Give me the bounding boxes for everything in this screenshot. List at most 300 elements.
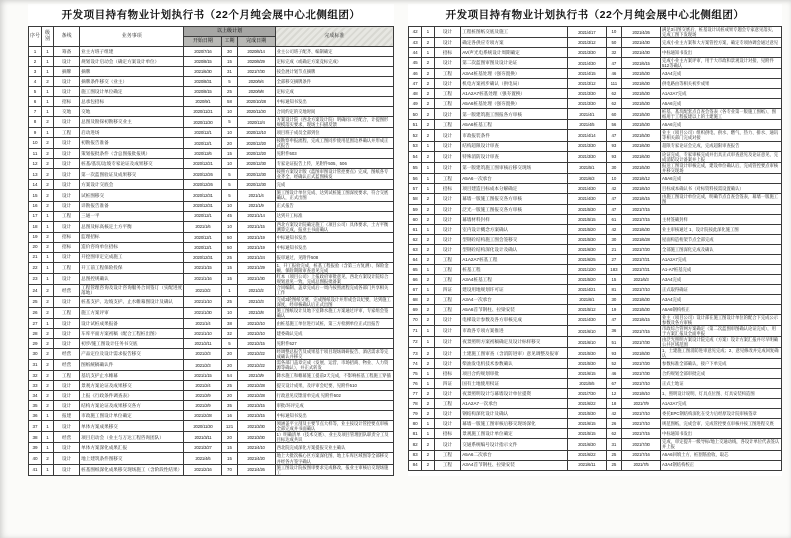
cell-duration: 42	[606, 224, 621, 234]
cell-level: 2	[422, 234, 434, 244]
cell-no: 3	[29, 67, 42, 77]
cell-no: 12	[29, 159, 42, 169]
cell-start-date: 2021/6/30	[567, 244, 606, 254]
cell-line: 设计	[54, 252, 80, 262]
cell-task: 桩基图纸深化成果移交现场施工（含阶段性结果）	[80, 464, 184, 475]
cell-start-date: 2020/12/1	[184, 232, 222, 242]
cell-start-date: 2021/5/12	[567, 304, 606, 314]
cell-end-date: 2021/5/30	[622, 109, 661, 120]
cell-end-date: 2021/3/30	[237, 421, 275, 432]
cell-no: 19	[29, 232, 42, 242]
cell-end-date: 2021/2/10	[237, 328, 275, 338]
cell-standard: 业主（项目公司）设计部在施工图设计单位的配合下完成公示参数及各方审核	[661, 314, 782, 325]
cell-no: 22	[29, 262, 42, 273]
cell-line: 设计	[434, 314, 461, 325]
cell-duration: 12	[606, 389, 621, 399]
cell-line: 招标	[54, 242, 80, 252]
cell-task: 规划设计启动会（确定方案设计单位）	[80, 57, 184, 67]
cell-start-date: 2021/6/11	[567, 460, 606, 470]
cell-level: 2	[42, 149, 54, 159]
cell-duration: 32	[222, 328, 237, 338]
cell-no: 81	[409, 429, 422, 439]
cell-standard: A5A6回填土方、桩割筋验收、取芯	[661, 450, 782, 460]
cell-duration: 10	[222, 128, 237, 138]
cell-end-date: 2021/6/30	[622, 141, 661, 151]
cell-no: 62	[409, 234, 422, 244]
cell-end-date: 2021/7/15	[622, 429, 661, 439]
cell-standard: 西北院完成深化方案提报交业主确认	[275, 443, 393, 453]
cell-start-date: 2021/2/3	[184, 360, 222, 371]
cell-line: 设计	[434, 244, 461, 254]
cell-duration: 30	[606, 234, 621, 244]
cell-level: 1	[422, 429, 434, 439]
cell-standard: 报审通过，见附件508	[275, 252, 393, 262]
cell-end-date: 2021/6/15	[622, 58, 661, 69]
cell-level: 2	[42, 284, 54, 296]
cell-standard: 业主公司班子配齐、编制确定	[275, 47, 393, 57]
table-row	[29, 128, 394, 138]
cell-line: 工程	[434, 274, 461, 284]
table-row	[409, 109, 782, 120]
plan-table-left	[28, 26, 394, 476]
cell-start-date: 2021/4/30	[567, 314, 606, 325]
cell-no: 13	[29, 169, 42, 180]
cell-start-date: 2021/5/15	[567, 214, 606, 224]
cell-start-date: 2021/4/6	[184, 453, 222, 464]
cell-task: 桩基/基坑/边坡专家论证及成果移交	[80, 159, 184, 169]
cell-start-date: 2021/1/10	[184, 296, 222, 307]
cell-no: 21	[29, 252, 42, 262]
table-row	[409, 369, 782, 379]
cell-task: 型钢砼结构施工图会签移交	[461, 234, 568, 244]
table-row	[29, 464, 394, 475]
table-row	[29, 328, 394, 338]
table-body-left	[29, 47, 394, 476]
cell-start-date: 2021/2/3	[184, 348, 222, 359]
cell-duration: 16	[222, 411, 237, 421]
cell-start-date: 2020/12/26	[184, 169, 222, 180]
cell-duration: 31	[222, 67, 237, 77]
table-row	[29, 307, 394, 318]
cell-duration: 47	[606, 130, 621, 141]
cell-level: 1	[42, 221, 54, 232]
cell-task: 单体方案深化成果汇报	[80, 443, 184, 453]
cell-task: 产品定位及设计需求报告移交	[80, 348, 184, 359]
cell-level: 2	[422, 38, 434, 48]
cell-level: 2	[42, 180, 54, 190]
cell-end-date: 2020/8/29	[237, 57, 275, 67]
cell-no: 23	[29, 273, 42, 284]
cell-task: 国有土地使用权证	[461, 379, 568, 389]
cell-no: 10	[29, 138, 42, 149]
cell-duration: 45	[222, 211, 237, 221]
cell-end-date: 2021/7/10	[622, 284, 661, 294]
cell-start-date: 2020/12/31	[184, 190, 222, 201]
cell-duration: 36	[606, 326, 621, 337]
cell-no: 31	[29, 360, 42, 371]
cell-end-date: 2021/7/30	[622, 369, 661, 379]
col-header-duration: 工期	[222, 37, 237, 47]
cell-task: 型钢砼结构深化设计及确认	[461, 244, 568, 254]
cell-level: 2	[422, 214, 434, 224]
cell-duration: 10	[606, 27, 621, 38]
cell-level: 1	[42, 47, 54, 57]
cell-task: A5A6首节钢柱、拉梁安装	[461, 304, 568, 314]
cell-line: 工程	[434, 399, 461, 409]
cell-task: 结构方案论证及成果移交各方	[80, 401, 184, 411]
cell-level: 1	[42, 67, 54, 77]
cell-standard: 中标通知书发出	[275, 232, 393, 242]
cell-duration: 19	[606, 304, 621, 314]
cell-level: 1	[42, 464, 54, 475]
cell-line: 工程	[54, 262, 80, 273]
cell-end-date: 2021/1/9	[237, 201, 275, 211]
cell-line: 设计	[54, 464, 80, 475]
cell-start-date: 2021/4/30	[567, 193, 606, 204]
cell-line: 设计	[54, 87, 80, 97]
cell-standard: 正式土地证	[661, 379, 782, 389]
page-title: 开发项目持有物业计划执行书（22个月纯会展中心北侧组团）	[61, 9, 361, 21]
cell-level: 1	[42, 87, 54, 97]
cell-task: 景观方案论证及成果移交	[80, 381, 184, 391]
cell-end-date: 2020/9/8	[237, 87, 275, 97]
cell-start-date: 2021/4/30	[567, 183, 606, 193]
cell-task: 摘牌	[80, 67, 184, 77]
cell-level: 1	[42, 262, 54, 273]
cell-level: 2	[42, 159, 54, 169]
cell-no: 67	[409, 284, 422, 294]
cell-end-date: 2021/6/30	[622, 294, 661, 304]
cell-standard: 业主（项目公司）组织供电、供水、燃气、热力、排水、通讯等相关部门完成对接	[661, 130, 782, 141]
cell-standard: 定标完成	[275, 87, 393, 97]
cell-start-date: 2021/1/4	[184, 318, 222, 328]
cell-no: 17	[29, 211, 42, 221]
cell-level: 2	[422, 151, 434, 162]
cell-level: 1	[42, 128, 54, 138]
cell-line: 经营	[54, 432, 80, 443]
cell-duration: 93	[606, 151, 621, 162]
cell-duration: 10	[606, 173, 621, 183]
cell-standard: 方案设计院（西北方案设计院）明确同口径配合，计提图形规模落实要求，现场土扫描反馈	[275, 117, 393, 128]
cell-start-date: 2021/6/3	[567, 173, 606, 183]
cell-line: 设计	[54, 201, 80, 211]
cell-no: 14	[29, 180, 42, 190]
cell-line: 工程	[434, 450, 461, 460]
cell-no: 68	[409, 294, 422, 304]
table-row	[29, 432, 394, 443]
cell-end-date: 2021/1/15	[237, 221, 275, 232]
cell-no: 5	[29, 87, 42, 97]
cell-start-date: 2021/5/30	[567, 204, 606, 214]
cell-level: 1	[422, 183, 434, 193]
table-row	[409, 234, 782, 244]
cell-end-date: 2020/12/30	[237, 180, 275, 190]
cell-standard: 由施工图设计单位完成，明确节点自查会签表，幕墙一版施工图	[661, 193, 782, 204]
table-row	[29, 411, 394, 421]
table-row	[29, 67, 394, 77]
cell-task: 市政施工图设计单位确定	[80, 411, 184, 421]
cell-duration: 67	[606, 379, 621, 389]
cell-no: 51	[409, 120, 422, 130]
cell-start-date: 2021/5/30	[567, 234, 606, 244]
cell-line: 工程	[434, 120, 461, 130]
table-row	[409, 79, 782, 89]
cell-task: 方案设计交底会	[80, 180, 184, 190]
cell-line: 工程	[434, 254, 461, 264]
cell-start-date: 2021/4/17	[567, 27, 606, 38]
cell-duration: 25	[606, 450, 621, 460]
cell-standard: 完成3轮图纸交底，完成图纸设计并形成会议纪要，达到施工深度，经审核确认后正式出图	[275, 296, 393, 307]
cell-no: 27	[29, 318, 42, 328]
cell-start-date: 2021/3/30	[567, 141, 606, 151]
cell-task: AV/声光电系统设计周期确定	[461, 48, 568, 58]
cell-standard: 完成，审定提升一级导标/地上交通动线，各设计单位代表签认并上报	[661, 439, 782, 450]
table-row	[409, 48, 782, 58]
cell-line: 设计	[54, 421, 80, 432]
cell-level: 2	[422, 130, 434, 141]
cell-standard: 供电路由等相关初步成果	[661, 79, 782, 89]
cell-level: 2	[42, 190, 54, 201]
cell-task: 第二次蓝图审图及设计论证	[461, 58, 568, 69]
cell-start-date: 2020/12/1	[184, 128, 222, 138]
cell-level: 1	[422, 369, 434, 379]
cell-start-date: 2021/5/30	[567, 348, 606, 359]
cell-level: 1	[422, 173, 434, 183]
cell-no: 1	[29, 47, 42, 57]
cell-line: 设计	[54, 273, 80, 284]
cell-start-date: 2020/12/31	[184, 201, 222, 211]
table-row	[409, 326, 782, 337]
cell-duration: 20	[222, 391, 237, 401]
cell-task: 总图及勘探初勘移交业主	[80, 117, 184, 128]
cell-level: 1	[42, 318, 54, 328]
cell-standard: 施工图设计院按图审要求完成修改，报业主审核后交现场施工	[275, 464, 393, 475]
cell-standard: 目标成本确认书（对标资料按需设置确认）	[661, 183, 782, 193]
cell-start-date: 2021/3/30	[567, 151, 606, 162]
table-row	[29, 201, 394, 211]
cell-standard: 市政综合管网方案确定（第二次蓝图审图确认论证完成），用于方案汇报及全面申报	[661, 326, 782, 337]
cell-end-date: 2021/5/30	[622, 130, 661, 141]
cell-standard: 完成	[275, 180, 393, 190]
cell-start-date: 2020/12/21	[184, 159, 222, 169]
cell-standard: 达到开工标准	[275, 211, 393, 221]
cell-line: 设计	[434, 58, 461, 69]
cell-level: 1	[42, 432, 54, 443]
cell-line: 工程	[434, 69, 461, 79]
cell-task: 室内设计概念方案确认	[461, 224, 568, 234]
page-right	[408, 4, 782, 476]
cell-end-date: 2021/1/30	[237, 273, 275, 284]
table-row	[409, 359, 782, 369]
cell-task: A1A2A7一次承台	[461, 399, 568, 409]
cell-level: 2	[422, 314, 434, 325]
cell-no: 47	[409, 79, 422, 89]
cell-standard: 1）明确清单（技术交底）、业主及项目管理团队职责分工及目标达成共识	[275, 432, 393, 443]
cell-no: 73	[409, 348, 422, 359]
cell-duration: 52	[606, 359, 621, 369]
cell-standard: 提交设计成果，及评审会纪要，见附件510	[275, 381, 393, 391]
cell-end-date: 2021/6/12	[622, 173, 661, 183]
cell-task: 市政报装条件	[461, 130, 568, 141]
cell-task: A3A4首节钢柱、拉梁安装	[461, 460, 568, 470]
table-row	[29, 443, 394, 453]
cell-end-date: 2021/6/28	[622, 234, 661, 244]
cell-level: 2	[422, 274, 434, 284]
cell-standard: 地上大批次核心区方案深化图、地上车库区域图等全部移交并经各方签字确认	[275, 453, 393, 464]
cell-end-date: 2021/4/10	[237, 443, 275, 453]
cell-task: 第一版建筑施工图审核后移交现场	[461, 162, 568, 173]
table-row	[409, 460, 782, 470]
cell-start-date: 2021/1/10	[184, 328, 222, 338]
cell-line: 报建	[54, 411, 80, 421]
cell-end-date: 2021/7/30	[622, 337, 661, 348]
cell-duration: 30	[606, 162, 621, 173]
cell-line: 设计	[434, 224, 461, 234]
table-row	[409, 151, 782, 162]
cell-no: 69	[409, 304, 422, 314]
cell-no: 79	[409, 409, 422, 419]
cell-start-date: 2021/4/1	[567, 109, 606, 120]
cell-line: 设计	[54, 149, 80, 159]
cell-no: 66	[409, 274, 422, 284]
cell-no: 76	[409, 379, 422, 389]
cell-standard: 需各部门盖章完成（发展、运营、市场招商、物业、人力资源等确认），并正式转发	[275, 360, 393, 371]
cell-duration: 42	[606, 409, 621, 419]
cell-line: 招标	[434, 48, 461, 58]
cell-end-date: 2021/5/30	[622, 89, 661, 99]
table-row	[409, 439, 782, 450]
cell-duration: 31	[606, 439, 621, 450]
cell-no: 6	[29, 97, 42, 107]
cell-standard: 见附件503	[275, 149, 393, 159]
cell-level: 1	[42, 421, 54, 432]
cell-level: 2	[42, 77, 54, 87]
cell-duration: 20	[222, 432, 237, 443]
table-row	[409, 183, 782, 193]
table-row	[409, 89, 782, 99]
table-row	[29, 360, 394, 371]
cell-level: 1	[422, 141, 434, 151]
table-row	[29, 381, 394, 391]
cell-task: A5A6二次承台	[461, 450, 568, 460]
cell-line: 设计	[434, 439, 461, 450]
cell-end-date: 2021/4/26	[237, 464, 275, 475]
cell-end-date: 2021/6/30	[622, 79, 661, 89]
cell-standard: 专家论证报告上传，见附件505、506	[275, 159, 393, 169]
cell-no: 2	[29, 57, 42, 67]
cell-end-date: 2021/5/30	[622, 304, 661, 314]
cell-end-date: 2021/1/19	[237, 232, 275, 242]
cell-end-date: 2021/5/30	[622, 162, 661, 173]
table-row	[29, 57, 394, 67]
cell-no: 58	[409, 193, 422, 204]
cell-duration: 10	[222, 159, 237, 169]
cell-task: 柴油发电机技术参数确认	[461, 359, 568, 369]
cell-end-date: 2021/2/2	[237, 284, 275, 296]
cell-start-date: 2020/8/15	[184, 87, 222, 97]
cell-line: 设计	[434, 337, 461, 348]
cell-line: 设计	[54, 221, 80, 232]
cell-start-date: 2021/3/30	[567, 89, 606, 99]
cell-line: 设计	[434, 326, 461, 337]
cell-duration: 15	[606, 274, 621, 284]
cell-standard: 1、照明设计说明、灯具点位图、灯具安装构造图	[661, 389, 782, 399]
cell-level: 1	[422, 48, 434, 58]
cell-duration: 56	[606, 120, 621, 130]
cell-start-date: 2021/2/9	[184, 391, 222, 401]
cell-duration: 54	[222, 371, 237, 381]
table-row	[409, 284, 782, 294]
cell-no: 29	[29, 338, 42, 348]
cell-task: 夜景照明设计与幕墙设计单位提资	[461, 389, 568, 399]
cell-level: 2	[42, 307, 54, 318]
table-row	[29, 401, 394, 411]
cell-level: 2	[42, 117, 54, 128]
cell-start-date: 2021/5/30	[567, 409, 606, 419]
cell-line: 设计	[54, 190, 80, 201]
cell-level: 2	[42, 328, 54, 338]
cell-standard: 规范图纸，完成会审，完成管控要点审核并按工图进程交底	[661, 419, 782, 429]
cell-duration: 60	[606, 109, 621, 120]
cell-duration: 5	[222, 117, 237, 128]
cell-duration: 10	[222, 201, 237, 211]
cell-start-date: 2021/5/15	[567, 429, 606, 439]
table-row	[409, 38, 782, 48]
cell-duration: 183	[606, 264, 621, 274]
cell-no: 39	[29, 443, 42, 453]
cell-task: 开挖图审定完成施工	[80, 252, 184, 262]
table-row	[409, 379, 782, 389]
cell-end-date: 2021/1/4	[237, 190, 275, 201]
cell-no: 32	[29, 371, 42, 381]
table-row	[29, 284, 394, 296]
cell-no: 60	[409, 214, 422, 224]
cell-task: 景观施工图设计单位确定	[461, 429, 568, 439]
cell-level: 1	[422, 419, 434, 429]
cell-no: 20	[29, 242, 42, 252]
cell-task: 幕墙一版施工图报交各方审核	[461, 193, 568, 204]
cell-line: 工程	[434, 173, 461, 183]
col-header-task: 业务事项	[80, 27, 184, 47]
cell-standard: 审批/环评完成	[275, 401, 393, 411]
cell-standard: 按会展计划节点摘牌	[275, 67, 393, 77]
cell-standard: 降水施工和帷幕施工提前2天完成，不影响桩基工程施工穿插	[275, 371, 393, 381]
cell-line: 工程	[54, 211, 80, 221]
table-row	[409, 348, 782, 359]
cell-task: 建设用地规划许可证	[461, 284, 568, 294]
table-row	[29, 262, 394, 273]
cell-no: 48	[409, 89, 422, 99]
cell-end-date: 2021/7/15	[622, 214, 661, 224]
cell-standard: 合同约定的交地时间	[275, 107, 393, 117]
cell-standard: 屋面构造桁架节点全部完成	[661, 234, 782, 244]
cell-level: 2	[42, 242, 54, 252]
cell-no: 35	[29, 401, 42, 411]
cell-no: 36	[29, 411, 42, 421]
cell-level: 1	[42, 252, 54, 262]
cell-end-date: 2021/7/16	[622, 450, 661, 460]
cell-standard: 合约规划全部审批完成	[661, 369, 782, 379]
cell-end-date: 2021/2/22	[237, 348, 275, 359]
cell-line: 工程	[434, 460, 461, 470]
cell-start-date: 2020/11/30	[184, 117, 222, 128]
cell-standard: 由泛光照明方案设计院完成（方案）设计方案汇报并尽早明确公共区域范围	[661, 337, 782, 348]
cell-task: 市政各专项方案推进	[461, 326, 568, 337]
table-row	[409, 314, 782, 325]
cell-level: 2	[42, 453, 54, 464]
cell-level: 1	[42, 273, 54, 284]
cell-duration: 25	[222, 252, 237, 262]
